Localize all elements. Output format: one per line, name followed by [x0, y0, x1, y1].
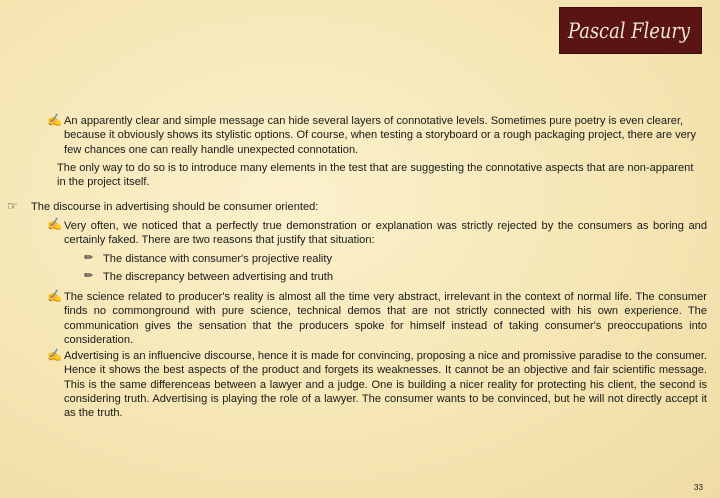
paragraph-producer-science: The science related to producer's reality is almost all the time very abstract, irrelevant in the context of normal life. The consumer finds no commonground with pure science, technical demos that are not strictly connected with his own experience. The communication gives the sensation that the producers spoke for himself instead of taking consumer's preoccupations into consideration.	[64, 291, 707, 346]
pencil-icon: ✏	[84, 270, 94, 282]
writing-hand-icon: ✍	[47, 348, 62, 362]
section-heading: The discourse in advertising should be consumer oriented:	[31, 201, 319, 213]
paragraph-test-elements-text: The only way to do so is to introduce many elements in the test that are suggesting the connotative aspects that are non-apparent in the project itself.	[57, 162, 694, 189]
paragraph-demonstration: Very often, we noticed that a perfectly true demonstration or explanation was strictly rejected by the consumers as boring and certainly faked. There are two reasons that justify that situation:	[64, 220, 707, 247]
pointing-hand-icon: ☞	[7, 199, 18, 213]
writing-hand-icon: ✍	[47, 289, 62, 303]
pencil-icon: ✏	[84, 252, 94, 264]
reason-projective-reality: The distance with consumer's projective reality	[103, 253, 333, 265]
paragraph-influencive-discourse: Advertising is an influencive discourse, hence it is made for convincing, proposing a nice and promissive paradise to the consumer. Hence it shows the best aspects of the product and forgets its weaknesses. It cannot be an objective and fair scientific message. This is the same differenceas between a lawyer and a judge. One is building a nicer reality for protecting his client, the second is considering truth. Advertising is playing the role of a lawyer. The consumer wants to be convinced, but he will not directly accept it as the truth.	[64, 350, 707, 420]
reason-advertising-truth: The discrepancy between advertising and truth	[103, 271, 334, 283]
svg-text:Pascal Fleury: Pascal Fleury	[567, 19, 691, 43]
writing-hand-icon: ✍	[47, 217, 62, 231]
paragraph-test-elements	[57, 161, 697, 190]
writing-hand-icon: ✍	[47, 113, 62, 127]
paragraph-connotative-levels: An apparently clear and simple message can hide several layers of connotative levels. Sometimes pure poetry is even clearer, because it obviously shows its stylistic options. Of course, when testing a storyboard or a rough packaging project, there are very few chances one can really handle unexpected connotation.	[64, 115, 697, 156]
logo	[559, 7, 702, 54]
page-number: 33	[694, 483, 703, 492]
signature-logo	[560, 8, 701, 53]
